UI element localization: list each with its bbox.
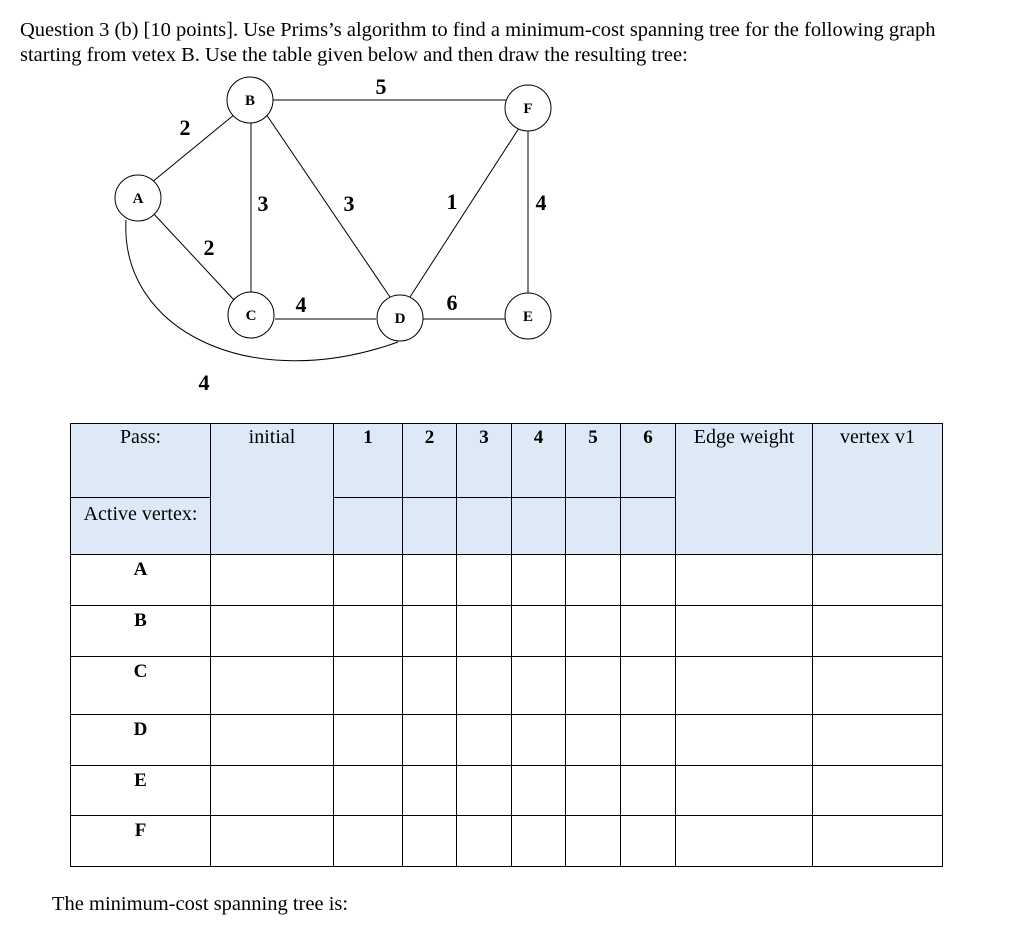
table-cell[interactable]	[457, 657, 512, 715]
table-cell[interactable]	[566, 715, 621, 766]
table-row	[71, 715, 943, 766]
table-cell[interactable]	[676, 555, 813, 606]
active-pass-6-cell[interactable]	[621, 498, 676, 555]
node-f-label: F	[523, 101, 533, 117]
table-row	[71, 816, 943, 867]
table-cell[interactable]	[566, 555, 621, 606]
weight-d-e: 6	[446, 290, 458, 315]
table-cell[interactable]	[403, 555, 457, 606]
table-cell[interactable]	[621, 555, 676, 606]
weight-f-e: 4	[535, 190, 547, 215]
edge-weight-header: Edge weight	[676, 424, 813, 555]
footer-text: The minimum-cost spanning tree is:	[52, 893, 349, 915]
weight-a-d: 4	[198, 370, 210, 395]
table-cell[interactable]	[211, 766, 334, 816]
weight-a-b: 2	[179, 115, 191, 140]
table-cell[interactable]	[334, 555, 403, 606]
table-cell[interactable]	[211, 715, 334, 766]
row-label-cell: F	[71, 816, 211, 867]
node-d-label: D	[394, 311, 406, 327]
weight-b-f: 5	[375, 74, 387, 99]
pass-header-cell	[71, 424, 211, 498]
pass-2-header: 2	[403, 424, 457, 498]
weight-d-f: 1	[446, 189, 458, 214]
vertex-v1-header: vertex v1	[813, 424, 943, 555]
table-cell[interactable]	[676, 816, 813, 867]
table-cell[interactable]	[813, 555, 943, 606]
row-label-cell: D	[71, 715, 211, 766]
table-cell[interactable]	[457, 606, 512, 657]
table-cell[interactable]	[211, 606, 334, 657]
pass-4-header: 4	[512, 424, 566, 498]
table-cell[interactable]	[211, 816, 334, 867]
initial-label: initial	[248, 426, 296, 448]
pass-6-header: 6	[621, 424, 676, 498]
edge-a-c	[153, 213, 234, 300]
table-cell[interactable]	[512, 816, 566, 867]
table-cell[interactable]	[403, 816, 457, 867]
table-cell[interactable]	[403, 715, 457, 766]
table-cell[interactable]	[457, 766, 512, 816]
row-label-cell: A	[71, 555, 211, 606]
table-cell[interactable]	[676, 715, 813, 766]
table-cell[interactable]	[813, 766, 943, 816]
weight-a-c: 2	[203, 235, 215, 260]
question-line-2: starting from vetex B. Use the table given below and then draw the resulting tree:	[20, 44, 688, 66]
table-cell[interactable]	[334, 766, 403, 816]
row-label-cell: B	[71, 606, 211, 657]
pass-5-header: 5	[566, 424, 621, 498]
pass-1-header: 1	[334, 424, 403, 498]
table-cell[interactable]	[403, 657, 457, 715]
table-cell[interactable]	[457, 555, 512, 606]
graph-diagram	[0, 0, 1012, 420]
table-cell[interactable]	[512, 657, 566, 715]
table-cell[interactable]	[813, 816, 943, 867]
table-cell[interactable]	[334, 606, 403, 657]
weight-b-c: 3	[257, 191, 269, 216]
table-row	[71, 766, 943, 816]
node-b-label: B	[244, 93, 256, 109]
table-cell[interactable]	[621, 657, 676, 715]
table-cell[interactable]	[512, 606, 566, 657]
active-pass-5-cell[interactable]	[566, 498, 621, 555]
table-cell[interactable]	[813, 715, 943, 766]
initial-header-cell	[211, 424, 334, 555]
table-cell[interactable]	[676, 766, 813, 816]
active-pass-2-cell[interactable]	[403, 498, 457, 555]
table-cell[interactable]	[621, 766, 676, 816]
table-cell[interactable]	[512, 555, 566, 606]
table-cell[interactable]	[813, 657, 943, 715]
node-e-label: E	[522, 309, 534, 325]
edge-a-b	[151, 114, 235, 183]
table-cell[interactable]	[621, 715, 676, 766]
table-cell[interactable]	[403, 606, 457, 657]
table-row	[71, 657, 943, 715]
table-cell[interactable]	[457, 816, 512, 867]
pass-3-header: 3	[457, 424, 512, 498]
table-cell[interactable]	[512, 715, 566, 766]
table-cell[interactable]	[334, 816, 403, 867]
table-cell[interactable]	[676, 657, 813, 715]
table-cell[interactable]	[621, 816, 676, 867]
pass-label: Pass:	[119, 426, 162, 448]
active-vertex-header: Active vertex:	[71, 498, 211, 555]
weight-c-d: 4	[295, 292, 307, 317]
node-a-label: A	[132, 191, 144, 207]
active-pass-3-cell[interactable]	[457, 498, 512, 555]
table-cell[interactable]	[621, 606, 676, 657]
table-cell[interactable]	[334, 657, 403, 715]
table-cell[interactable]	[211, 555, 334, 606]
table-cell[interactable]	[566, 766, 621, 816]
active-pass-4-cell[interactable]	[512, 498, 566, 555]
table-cell[interactable]	[566, 657, 621, 715]
table-row	[71, 606, 943, 657]
edge-a-d	[126, 220, 398, 361]
table-cell[interactable]	[334, 715, 403, 766]
edge-d-f	[410, 125, 521, 297]
row-label-cell: E	[71, 766, 211, 816]
table-cell[interactable]	[403, 766, 457, 816]
table-cell[interactable]	[813, 606, 943, 657]
active-pass-1-cell[interactable]	[334, 498, 403, 555]
edge-b-d	[266, 114, 390, 297]
table-row	[71, 555, 943, 606]
table-cell[interactable]	[512, 766, 566, 816]
table-cell[interactable]	[676, 606, 813, 657]
table-cell[interactable]	[566, 816, 621, 867]
weight-b-d: 3	[343, 191, 355, 216]
row-label-cell: C	[71, 657, 211, 715]
prim-table	[70, 423, 943, 867]
table-header-row	[71, 424, 943, 498]
table-cell[interactable]	[211, 657, 334, 715]
node-c-label: C	[245, 308, 257, 324]
table-cell[interactable]	[566, 606, 621, 657]
table-cell[interactable]	[457, 715, 512, 766]
question-line-1: Question 3 (b) [10 points]. Use Prims’s algorithm to find a minimum-cost spanning tree for the following graph	[20, 19, 936, 41]
